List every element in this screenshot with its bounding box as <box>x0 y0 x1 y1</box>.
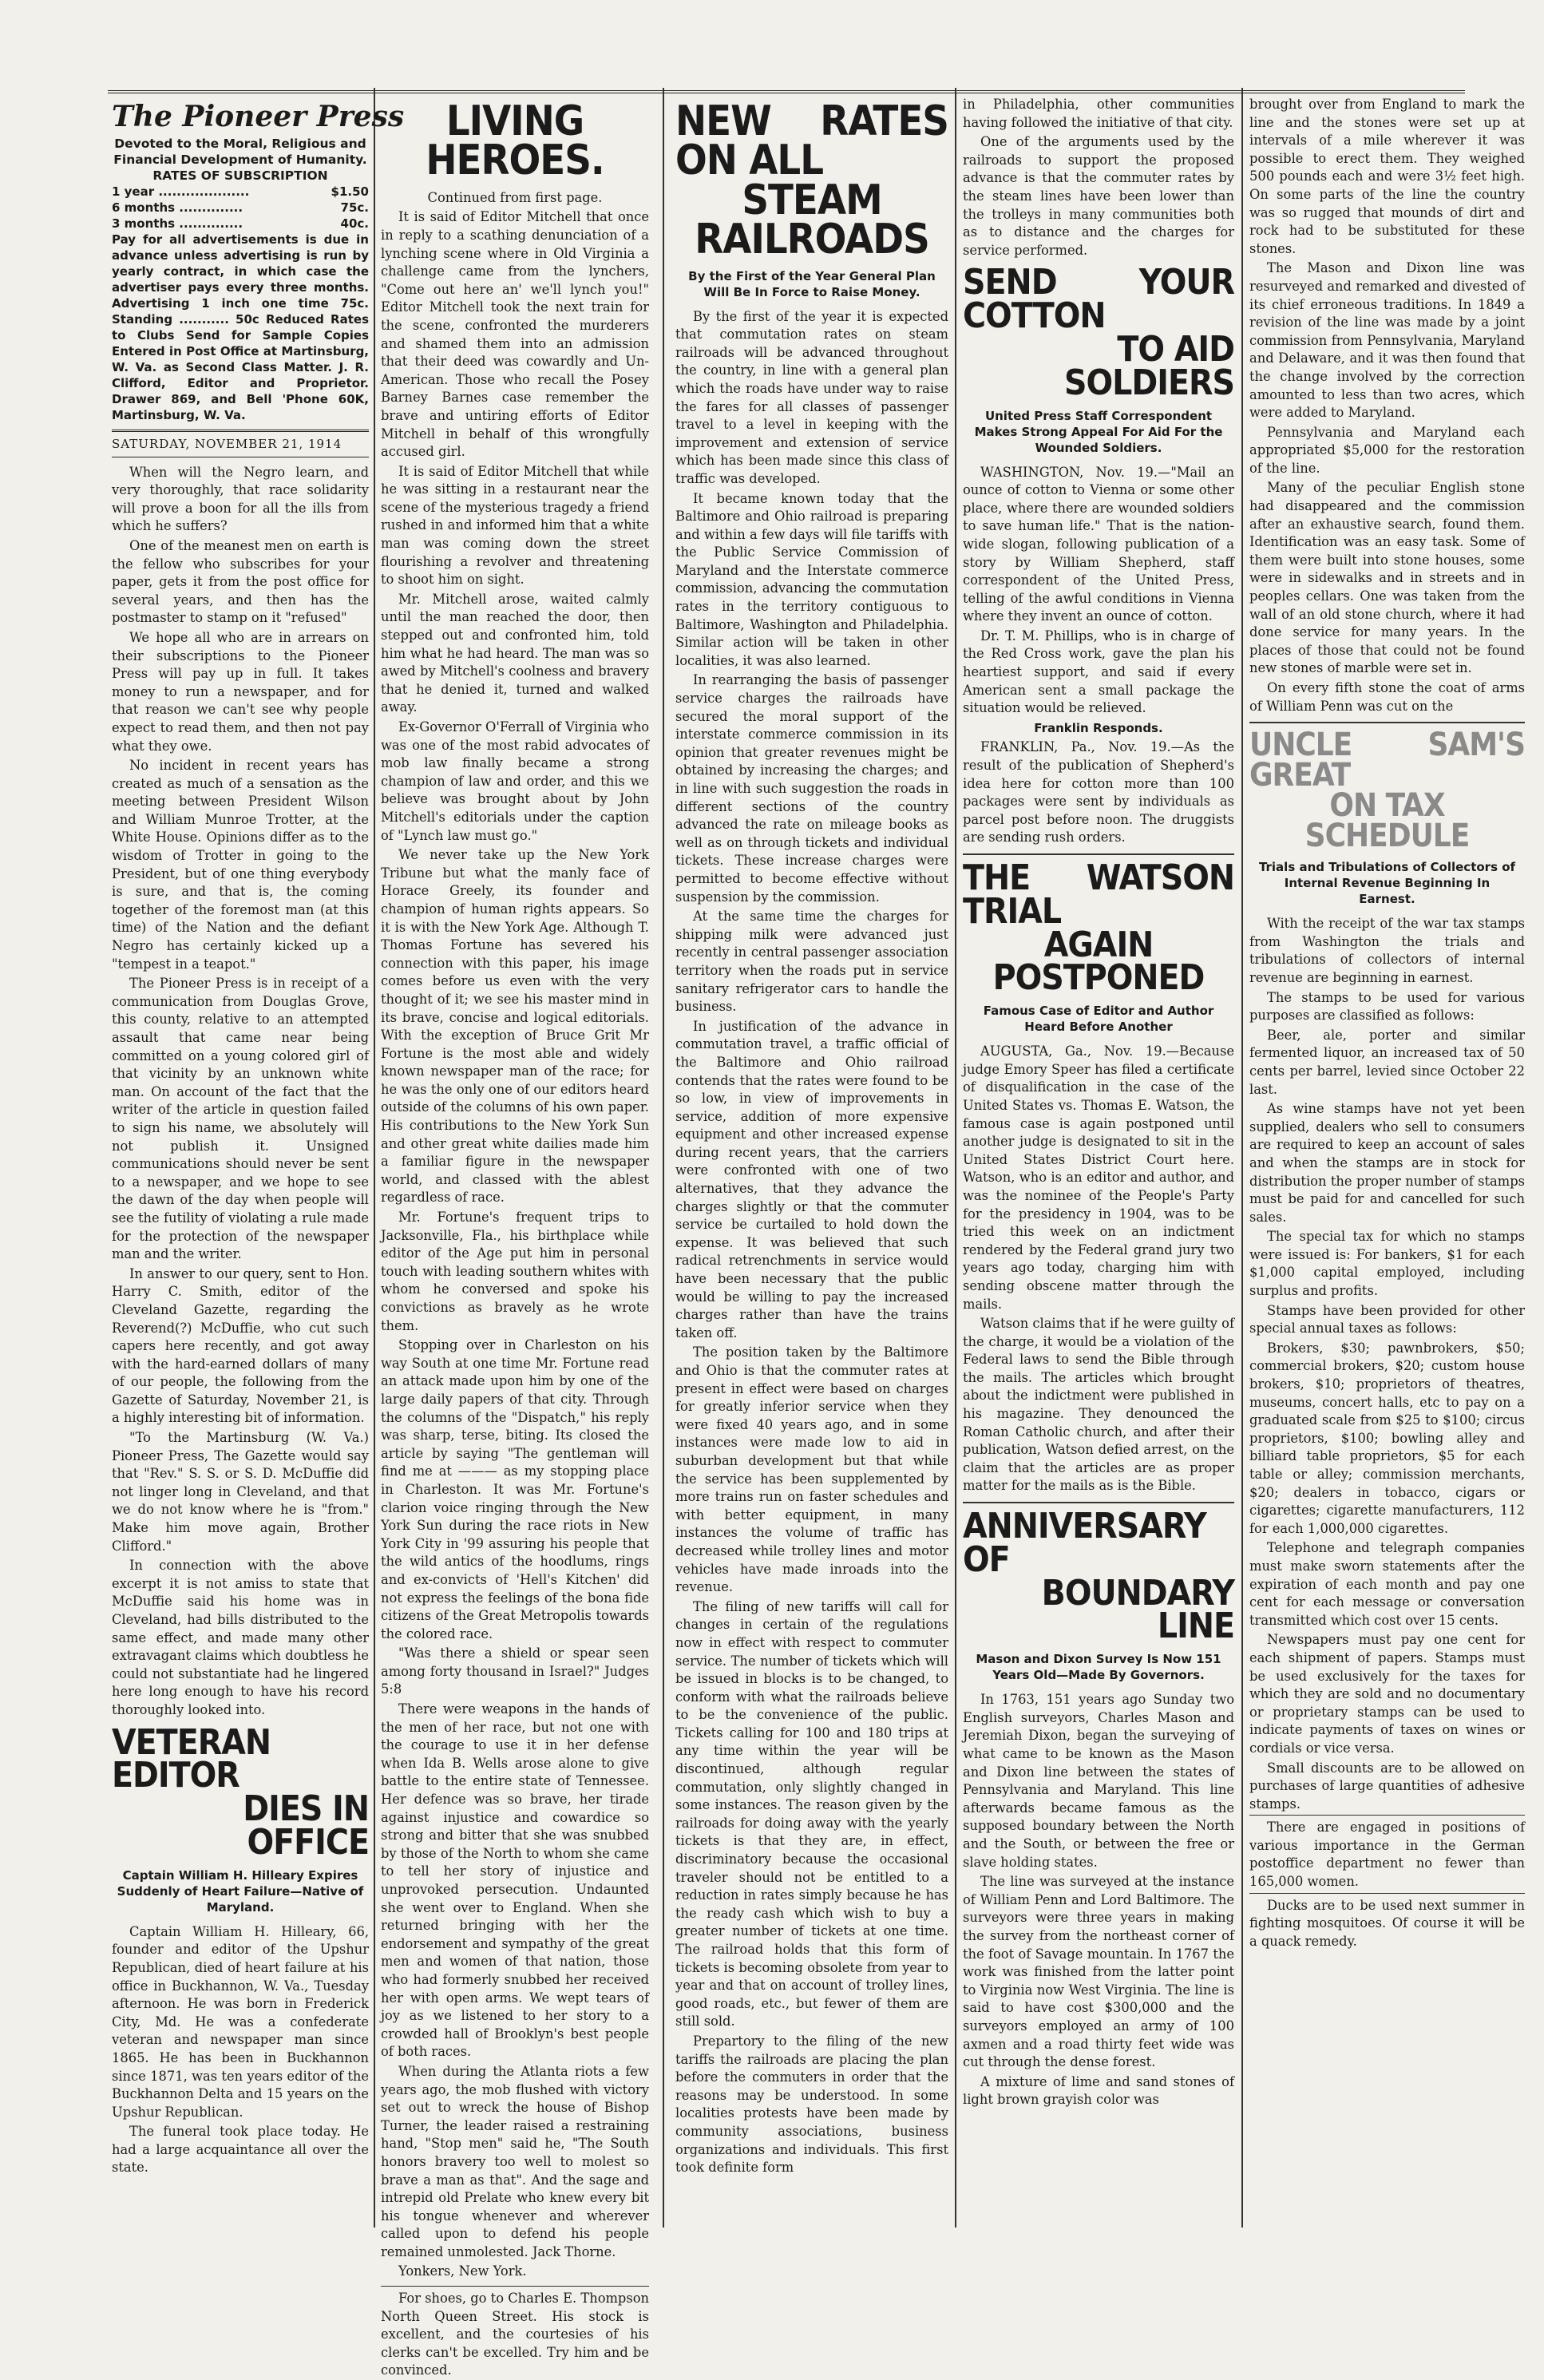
article-paragraph: At the same time the charges for shipping milk were advanced just recently in central passenger association territory when the roads put in service sanitary refrigerator cars to handle the business. <box>675 909 948 1015</box>
column-rule <box>1241 88 1243 2228</box>
article-paragraph: Dr. T. M. Phillips, who is in charge of the Red Cross work, gave the plan his heartiest support, and said if every American sent a small package the situation would be relieved. <box>963 628 1234 716</box>
article-paragraph: The special tax for which no stamps were issued is: For bankers, $1 for each $1,000 capital employed, including surplus and profits. <box>1249 1229 1525 1299</box>
article-paragraph: in Philadelphia, other communities having followed the initiative of that city. <box>963 97 1234 130</box>
subheadline: United Press Staff Correspondent Makes Strong Appeal For Aid For the Wounded Soldiers. <box>974 408 1223 455</box>
column-4 <box>963 96 1234 2224</box>
article-paragraph: With the receipt of the war tax stamps from Washington the trials and tribulations of collectors of internal revenue are beginning in earnest. <box>1249 916 1525 985</box>
article-paragraph: FRANKLIN, Pa., Nov. 19.—As the result of the publication of Shepherd's idea here for cotton more than 100 packages were sent by individuals as parcel post before noon. The druggists are sending rush orders. <box>963 739 1234 845</box>
article-paragraph: The position taken by the Baltimore and Ohio is that the commuter rates at present in effect were based on charges for greatly inferior service when they were fixed 40 years ago, and in some instances were made low to aid in suburban development but that while the service has been supplemented by more trains run on faster schedules and with better equipment, in many instances the volume of traffic has decreased while trolley lines and motor vehicles have made inroads into the revenue. <box>675 1344 948 1595</box>
article-paragraph: Prepartory to the filing of the new tariffs the railroads are placing the plan before the commuters in order that the reasons may be understood. In some localities protests have been made by community associations, business organizations and individuals. This first took definite form <box>675 2033 948 2176</box>
article-paragraph: brought over from England to mark the line and the stones were set up at intervals of a mile wherever it was possible to erect them. They weighed 500 pounds each and were 3½ feet high. On some parts of the line the country was so rugged that mounds of dirt and rock had to be substituted for these stones. <box>1249 97 1525 256</box>
article-paragraph: When during the Atlanta riots a few years ago, the mob flushed with victory set out to wreck the house of Bishop Turner, the leader raised a restraining hand, "Stop men" said he, "The South honors bravery too well to molest so brave a man as that". And the sage and intrepid old Prelate who knew every bit his tongue whenever and wherever called upon to defend his people remained unmolested. Jack Thorne. <box>381 2063 649 2259</box>
article-paragraph: Mr. Mitchell arose, waited calmly until the man reached the door, then stepped out and confronted him, told him what he had heard. The man was so awed by Mitchell's coolness and bravery that he denied it, turned and walked away. <box>381 591 649 715</box>
article-paragraph: Ex-Governor O'Ferrall of Virginia who was one of the most rabid advocates of mob law finally became a strong champion of law and order, and this we believe was brought about by John Mitchell's editorials under the caption of "Lynch law must go." <box>381 719 649 843</box>
editorial-paragraph: We hope all who are in arrears on their subscriptions to the Pioneer Press will pay up in full. It takes money to run a newspaper, and for that reason we can't see why people expect to read them, and then not pay what they owe. <box>112 629 369 754</box>
editorial-paragraph: "To the Martinsburg (W. Va.) Pioneer Press, The Gazette would say that "Rev." S. S. or S. D. McDuffie did not linger long in Cleveland, and that we do not know where he is "from." Make him move again, Brother Clifford." <box>112 1430 369 1554</box>
article-paragraph: The funeral took place today. He had a large acquaintance all over the state. <box>112 2124 369 2176</box>
issue-date: SATURDAY, NOVEMBER 21, 1914 <box>112 430 369 457</box>
article-paragraph: By the first of the year it is expected that commutation rates on steam railroads will be advanced throughout the country, in line with a general plan which the roads have under way to raise the fares for all classes of passenger travel to a level in keeping with the improvement and extension of service which has been made since this class of traffic was developed. <box>675 308 948 486</box>
editorial-paragraph: In answer to our query, sent to Hon. Harry C. Smith, editor of the Cleveland Gazette, regarding the Reverend(?) McDuffie, who cut such capers here recently, and got away with the hard-earned dollars of many of our people, the following from the Gazette of Saturday, November 21, is a highly interesting bit of information. <box>112 1265 369 1426</box>
headline-tax-schedule: UNCLE SAM'S GREAT ON TAX SCHEDULE <box>1249 722 1525 851</box>
column-5 <box>1249 96 1525 2224</box>
editorial-paragraph: In connection with the above excerpt it is not amiss to state that McDuffie said his home was in Cleveland, had bills distributed to the same effect, and made many other extravagant claims which doubtless he could not substantiate had he lingered here long enough to have his record thoroughly looked into. <box>112 1558 369 1717</box>
headline-living-heroes: LIVING HEROES. <box>426 97 604 185</box>
mission-line: Devoted to the Moral, Religious and <box>114 137 366 151</box>
masthead: The Pioneer Press <box>112 100 405 133</box>
article-paragraph: On every fifth stone the coat of arms of William Penn was cut on the <box>1249 680 1525 714</box>
article-paragraph: It is said of Editor Mitchell that while he was sitting in a restaurant near the scene of the mysterious tragedy a friend rushed in and informed him that a white man was coming down the street flourishing a revolver and threatening to shoot him on sight. <box>381 463 649 588</box>
article-paragraph: Pennsylvania and Maryland each appropriated $5,000 for the restoration of the line. <box>1249 424 1525 476</box>
section-title: Franklin Responds. <box>1034 720 1163 735</box>
rates-table <box>112 184 369 232</box>
subheadline: By the First of the Year General Plan Will Be In Force to Raise Money. <box>688 268 936 299</box>
article-paragraph: Many of the peculiar English stone had disappeared and the commission after an exhaustive search, found them. Identification was an easy task. Some of them were built into stone houses, some were in sidewalks and in streets and in peoples cellars. One was taken from the wall of an old stone church, where it had done service for many years. In the places of those that could not be found new stones of marble were set in. <box>1249 480 1525 676</box>
editorial-paragraph: One of the meanest men on earth is the fellow who subscribes for your paper, gets it from the post office for several years, and then has the postmaster to stamp on it "refused" <box>112 537 369 626</box>
article-paragraph: One of the arguments used by the railroads to support the proposed advance is that the commuter rates by the steam lines have been lower than the trolleys in many communities both as to distance and the charges for service performed. <box>963 134 1234 258</box>
article-paragraph: The Mason and Dixon line was resurveyed and remarked and divested of its chief erroneous traditions. In 1849 a revision of the line was made by a joint commission from Pennsylvania, Maryland and Delaware, and it was then found that the change involved by the correction amounted to less than two acres, which were added to Maryland. <box>1249 260 1525 421</box>
top-border <box>108 76 1465 93</box>
rates-title: RATES OF SUBSCRIPTION <box>152 168 328 183</box>
article-paragraph: The filing of new tariffs will call for changes in certain of the regulations now in effect with respect to commuter service. The number of tickets which will be issued in blocks is to be changed, to conform with what the railroads believe to be the convenience of the public. Tickets calling for 100 and 180 trips at any time within the year will be discontinued, although regular commutation, only slightly changed in some instances. The reason given by the railroads for doing away with the yearly tickets is that they are, in effect, discriminatory because the occasional traveler should not be entitled to a reduction in rates simply because he has the ready cash which wish to buy a greater number of tickets at one time. The railroad holds that this form of tickets is becoming obsolete from year to year and that on account of trolley lines, good roads, etc., but fewer of them are still sold. <box>675 1598 948 2030</box>
editorial-paragraph: When will the Negro learn, and very thoroughly, that race solidarity will prove a boon for all the ills from which he suffers? <box>112 464 369 534</box>
article-paragraph: As wine stamps have not yet been supplied, dealers who sell to consumers are required to keep an account of sales and when the stamps are in stock for distribution the proper number of stamps must be paid for and cancelled for such sales. <box>1249 1101 1525 1225</box>
article-signature: Yonkers, New York. <box>398 2263 527 2279</box>
article-paragraph: Mr. Fortune's frequent trips to Jacksonville, Fla., his birthplace while editor of the Age put him in personal touch with leading southern whites with whom he conversed and spoke his convictions as bravely as he wrote them. <box>381 1210 649 1333</box>
editorial-paragraph: The Pioneer Press is in receipt of a communication from Douglas Grove, this county, relative to an attempted assault that came near being committed on a young colored girl of that vicinity by an unknown white man. On account of the fact that the writer of the article in question failed to sign his name, we absolutely will not publish it. Unsigned communications should never be sent to a newspaper, and we hope to see the dawn of the day when people will see the futility of violating a rule made for the protection of the newspaper man and the writer. <box>112 976 369 1262</box>
article-paragraph: "Was there a shield or spear seen among forty thousand in Israel?" Judges 5:8 <box>381 1645 649 1697</box>
column-2 <box>381 96 649 2378</box>
column-rule <box>374 88 375 2228</box>
article-paragraph: Brokers, $30; pawnbrokers, $50; commercial brokers, $20; custom house brokers, $10; proprietors of theatres, museums, concert halls, etc to pay on a graduated scale from $25 to $100; circus proprietors, $100; bowling alley and billiard table proprietors, $5 for each table or alley; commission merchants, $20; dealers in tobacco, cigars or cigarettes; cigarette manufacturers, 112 for each 1,000,000 cigarettes. <box>1249 1340 1525 1536</box>
article-paragraph: A mixture of lime and sand stones of light brown grayish color was <box>963 2073 1234 2108</box>
article-paragraph: The line was surveyed at the instance of William Penn and Lord Baltimore. The surveyors were three years in making the survey from the northeast corner of the foot of Savage mountain. In 1767 the work was finished from the latter point to Virginia now West Virginia. The line is said to have cost $300,000 and the surveyors employed an army of 100 axmen and a road thirty feet wide was cut through the dense forest. <box>963 1874 1234 2070</box>
article-paragraph: Newspapers must pay one cent for each shipment of papers. Stamps must be used exclusively for the taxes for which they are sold and no documentary or proprietary stamps can be used to indicate payments of taxes on wines or cordials or vice versa. <box>1249 1632 1525 1756</box>
headline-watson-trial: THE WATSON TRIAL AGAIN POSTPONED <box>963 853 1234 995</box>
rate-row: 3 months .............. 40c. <box>112 216 369 231</box>
rate-row: 6 months .............. 75c. <box>112 200 369 215</box>
column-1 <box>112 96 405 2224</box>
subheadline: Trials and Tribulations of Collectors of Internal Revenue Beginning In Earnest. <box>1258 860 1516 907</box>
article-paragraph: Stopping over in Charleston on his way South at one time Mr. Fortune read an attack made upon him by one of the large daily papers of that city. Through the columns of the "Dispatch," his reply was sharp, terse, biting. Its closed the article by saying "The gentleman will find me at ——— as my stopping place in Charleston. It was Mr. Fortune's clarion voice ringing through the New York Sun during the race riots in New York City in '99 assuring his people that the wild antics of the hoodlums, rings and ex-convicts of 'Hell's Kitchen' did not express the feelings of the bona fide citizens of the Great Metropolis towards the colored race. <box>381 1337 649 1641</box>
column-rule <box>663 88 664 2228</box>
article-paragraph: Small discounts are to be allowed on purchases of large quantities of adhesive stamps. <box>1249 1760 1525 1812</box>
subheadline: Famous Case of Editor and Author Heard Before Another <box>983 1004 1214 1035</box>
article-paragraph: In justification of the advance in commutation travel, a traffic official of the Baltimore and Ohio railroad contends that the rates were found to be so low, in view of improvements in service, addition of more expensive equipment and other increased expense during recent years, that the carriers were confronted with one of two alternatives, that they advance the charges slightly or that the commuter service be curtailed to hold down the expense. It was believed that such radical retrenchments in service would have been necessary that the public would be willing to pay the increased charges rather than have the trains taken off. <box>675 1018 948 1340</box>
article-paragraph: Watson claims that if he were guilty of the charge, it would be a violation of the Federal laws to send the Bible through the mails. The articles which brought about the indictment were published in his magazine. They denounced the Roman Catholic church, and after their publication, Watson defied arrest, on the claim that the articles are as proper matter for the mails as is the Bible. <box>963 1316 1234 1494</box>
continued-note: Continued from first page. <box>427 189 603 205</box>
article-paragraph: There are engaged in positions of various importance in the German postoffice department no fewer than 165,000 women. <box>1249 1815 1525 1891</box>
column-3 <box>675 96 948 2224</box>
article-paragraph: In rearranging the basis of passenger service charges the railroads have secured the moral support of the interstate commerce commission in its opinion that greater revenues might be obtained by increasing the charges; and in line with such suggestion the roads in different sections of the country advanced the rate on mileage books as well as on through tickets and individual tickets. These increase charges were permitted to become effective without suspension by the commission. <box>675 672 948 905</box>
article-paragraph: WASHINGTON, Nov. 19.—"Mail an ounce of cotton to Vienna or some other place, where there are wounded soldiers to save human life." That is the nation-wide slogan, following publication of a story by William Shepherd, staff correspondent of the United Press, telling of the awful conditions in Vienna where they invent an ounce of cotton. <box>963 464 1234 624</box>
publication-info: Pay for all advertisements is due in advance unless advertising is run by yearly contract, in which case the advertiser pays every three months. Advertising 1 inch one time 75c. Standing ........... 50c Reduced Rates to Clubs Send for Sample Copies Entered in Post Office at Martinsburg, W. Va. as Second Class Matter. J. R. Clifford, Editor and Proprietor. Drawer 869, and Bell 'Phone 60K, Martinsburg, W. Va. <box>112 232 369 422</box>
headline-boundary-line: ANNIVERSARY OF BOUNDARY LINE <box>963 1502 1234 1643</box>
shoe-advertisement: For shoes, go to Charles E. Thompson North Queen Street. His stock is excellent, and the courtesies of his clerks can't be excelled. Try him and be convinced. <box>381 2286 649 2380</box>
article-paragraph: AUGUSTA, Ga., Nov. 19.—Because judge Emory Speer has filed a certificate of disqualification in the case of the United States vs. Thomas E. Watson, the famous case is again postponed until another judge is designated to sit in the United States District Court here. Watson, who is an editor and author, and was the nominee of the People's Party for the presidency in 1904, was to be tried this week on an indictment rendered by the Federal grand jury two years ago today, charging him with sending obscene matter through the mails. <box>963 1043 1234 1312</box>
headline-new-rates: NEW RATES ON ALL STEAM RAILROADS <box>675 97 948 264</box>
article-paragraph: It became known today that the Baltimore and Ohio railroad is preparing and within a few days will file tariffs with the Public Service Commission of Maryland and the Interstate commerce commission, advancing the commutation rates in the territory contiguous to Baltimore, Washington and Philadelphia. Similar action will be taken in other localities, it was also learned. <box>675 490 948 668</box>
headline-veteran-editor: VETERAN EDITOR DIES IN OFFICE <box>112 1721 369 1863</box>
mission-line: Financial Development of Humanity. <box>113 152 367 167</box>
article-paragraph: The stamps to be used for various purposes are classified as follows: <box>1249 989 1525 1024</box>
article-paragraph: Stamps have been provided for other special annual taxes as follows: <box>1249 1302 1525 1337</box>
editorial-paragraph: No incident in recent years has created as much of a sensation as the meeting between President Wilson and William Munroe Trotter, at the White House. Opinions differ as to the wisdom of Trotter in going to the President, but of one thing everybody is sure, and that is, the coming together of the foremost man (at this time) of the Nation and the defiant Negro has certainly kicked up a "tempest in a teapot." <box>112 758 369 972</box>
article-paragraph: We never take up the New York Tribune but what the manly face of Horace Greely, its founder and champion of human rights appears. So it is with the New York Age. Although T. Thomas Fortune has severed his connection with this paper, his image comes before us even with the very thought of it; we see his master mind in its brave, concise and logical editorials. With the exception of Bruce Grit Mr Fortune is the most able and widely known newspaper man of the race; for he was the only one of our editors heard outside of the columns of his own paper. His contributions to the New York Sun and other great white dailies made him a familiar figure in the newspaper world, and classed with the ablest regardless of race. <box>381 847 649 1206</box>
article-paragraph: Ducks are to be used next summer in fighting mosquitoes. Of course it will be a quack remedy. <box>1249 1893 1525 1951</box>
headline-send-cotton: SEND YOUR COTTON TO AID SOLDIERS <box>963 262 1234 403</box>
article-paragraph: Telephone and telegraph companies must make sworn statements after the expiration of each month and pay one cent for each message or conversation transmitted which cost over 15 cents. <box>1249 1540 1525 1628</box>
article-paragraph: There were weapons in the hands of the men of her race, but not one with the courage to use it in her defense when Ida B. Wells arose alone to give battle to the entire state of Tennessee. Her defence was so brave, her tirade against injustice and cowardice so strong and bitter that she was snubbed by those of the North to whom she came to tell her story of injustice and unprovoked persecution. Undaunted she went over to England. When she returned bringing with her the endorsement and sympathy of the great men and women of that nation, those who had formerly snubbed her received her with open arms. We wept tears of joy as we listened to her story to a crowded hall of Brooklyn's best people of both races. <box>381 1701 649 2060</box>
subheadline: Mason and Dixon Survey Is Now 151 Years Old—Made By Governors. <box>976 1652 1221 1683</box>
article-paragraph: Beer, ale, porter and similar fermented liquor, an increased tax of 50 cents per barrel, levied since October 22 last. <box>1249 1027 1525 1097</box>
subheadline: Captain William H. Hilleary Expires Suddenly of Heart Failure—Native of Maryland. <box>117 1867 364 1915</box>
article-paragraph: It is said of Editor Mitchell that once in reply to a scathing denunciation of a lynching scene where in Old Virginia a challenge came from the lynchers, "Come out here an' we'll lynch you!" Editor Mitchell took the next train for the scene, confronted the murderers and shamed them into an admission that their deed was cowardly and Un-American. Those who recall the Posey Barney Barnes case remember the brave and untiring efforts of Editor Mitchell in behalf of this wrongfully accused girl. <box>381 209 649 460</box>
article-paragraph: In 1763, 151 years ago Sunday two English surveyors, Charles Mason and Jeremiah Dixon, began the surveying of what came to be known as the Mason and Dixon line between the states of Pennsylvania and Maryland. This line afterwards became famous as the supposed boundary between the North and the South, or between the free or slave holding states. <box>963 1692 1234 1870</box>
column-rule <box>955 88 956 2228</box>
article-paragraph: Captain William H. Hilleary, 66, founder and editor of the Upshur Republican, died of heart failure at his office in Buckhannon, W. Va., Tuesday afternoon. He was born in Frederick City, Md. He was a confederate veteran and newspaper man since 1865. He has been in Buckhannon since 1871, was ten years editor of the Buckhannon Delta and 15 years on the Upshur Republican. <box>112 1923 369 2120</box>
rate-row: 1 year .................... $1.50 <box>112 184 369 199</box>
